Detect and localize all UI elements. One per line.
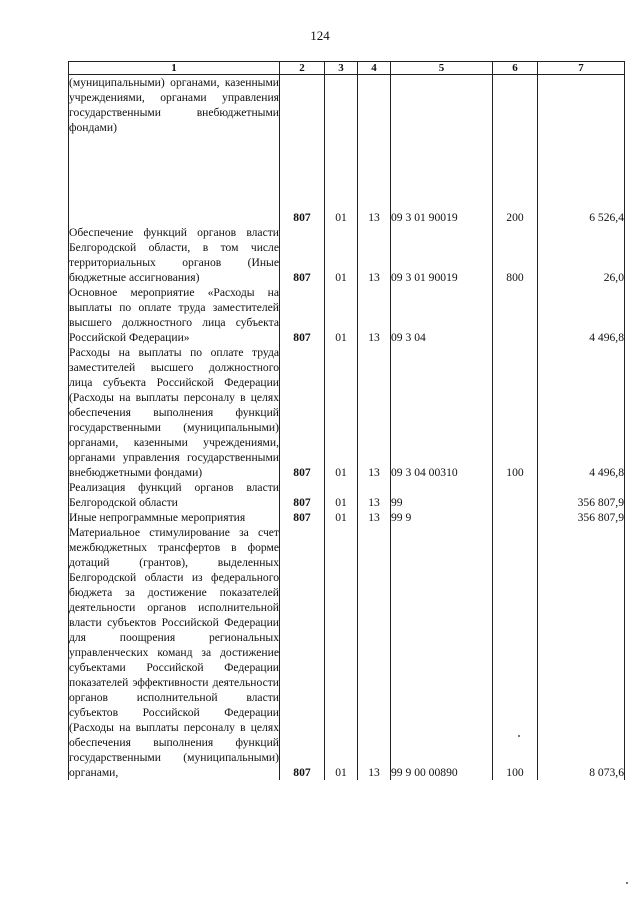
row-code: 807 [280, 510, 325, 525]
row-code: 807 [280, 345, 325, 480]
page-number: 124 [310, 28, 330, 43]
row-name: Основное мероприятие «Расходы на выплаты по оплате труда заместителей высшего должностного лица субъекта Российской Федерации» [69, 285, 279, 344]
row-code: 807 [280, 135, 325, 225]
row-name: Материальное стимулирование за счет межбюджетных трансфертов в форме дотаций (грантов), выделенных Белгородской области из федерального бюджета за достижение показателей деятельности органов исполнительной власти субъектов Российской Федерации для поощрения региональных управленческих команд за достижение субъектами Российской Федерации показателей эффективности деятельности органов исполнительной власти субъектов Российской Федерации (Расходы на выплаты персоналу в целях обеспечения выполнения функций государственными (муниципальными) органами, [69, 525, 279, 779]
row-name: Иные непрограммные мероприятия [69, 510, 280, 525]
row-amount: 4 496,8 [538, 285, 625, 345]
row-code: 807 [280, 525, 325, 780]
row-type [493, 285, 538, 345]
row-target: 09 3 01 90019 [391, 135, 493, 225]
col-header-1: 1 [69, 62, 280, 75]
table-row [69, 510, 625, 525]
row-amount: 4 496,8 [538, 345, 625, 480]
table-header-row [69, 62, 625, 75]
row-target: 09 3 04 00310 [391, 345, 493, 480]
row-section: 01 [325, 480, 358, 510]
scan-speck [518, 735, 520, 737]
scan-speck [626, 882, 628, 884]
row-name: Обеспечение функций органов власти Белгородской области, в том числе территориальных органов (Иные бюджетные ассигнования) [69, 225, 279, 284]
table-row [69, 75, 625, 135]
row-name: (муниципальными) органами, казенными учреждениями, органами управления государственными внебюджетными фондами) [69, 75, 280, 225]
col-header-7: 7 [538, 62, 625, 75]
row-type: 200 [493, 135, 538, 225]
row-section: 01 [325, 285, 358, 345]
row-section: 01 [325, 510, 358, 525]
row-section: 01 [325, 345, 358, 480]
row-subsection: 13 [358, 510, 391, 525]
table-row [69, 225, 625, 285]
row-amount: 356 807,9 [538, 480, 625, 510]
col-header-4: 4 [358, 62, 391, 75]
row-code: 807 [280, 285, 325, 345]
row-amount: 8 073,6 [538, 525, 625, 780]
budget-table [68, 61, 625, 780]
table-row [69, 345, 625, 480]
row-target: 99 [391, 480, 493, 510]
row-type [493, 510, 538, 525]
row-section: 01 [325, 135, 358, 225]
row-subsection: 13 [358, 285, 391, 345]
col-header-3: 3 [325, 62, 358, 75]
row-subsection: 13 [358, 525, 391, 780]
row-type: 800 [493, 225, 538, 285]
col-header-6: 6 [493, 62, 538, 75]
row-target: 99 9 00 00890 [391, 525, 493, 780]
row-type [493, 480, 538, 510]
row-type: 100 [493, 345, 538, 480]
row-code: 807 [280, 225, 325, 285]
table-row [69, 285, 625, 345]
row-section: 01 [325, 225, 358, 285]
table-row [69, 525, 625, 780]
row-subsection: 13 [358, 480, 391, 510]
row-subsection: 13 [358, 345, 391, 480]
row-amount: 356 807,9 [538, 510, 625, 525]
row-amount: 26,0 [538, 225, 625, 285]
row-target: 99 9 [391, 510, 493, 525]
table-row [69, 480, 625, 510]
row-name: Расходы на выплаты по оплате труда заместителей высшего должностного лица субъекта Российской Федерации (Расходы на выплаты персоналу в целях обеспечения выполнения функций государственными (муниципальными) органами, казенными учреждениями, органами управления государственными внебюджетными фондами) [69, 345, 279, 479]
row-amount: 6 526,4 [538, 135, 625, 225]
col-header-5: 5 [391, 62, 493, 75]
row-target: 09 3 04 [391, 285, 493, 345]
row-section: 01 [325, 525, 358, 780]
row-code: 807 [280, 480, 325, 510]
row-target: 09 3 01 90019 [391, 225, 493, 285]
row-subsection: 13 [358, 225, 391, 285]
row-name: Реализация функций органов власти Белгородской области [69, 480, 279, 509]
row-type: 100 [493, 525, 538, 780]
row-subsection: 13 [358, 135, 391, 225]
col-header-2: 2 [280, 62, 325, 75]
